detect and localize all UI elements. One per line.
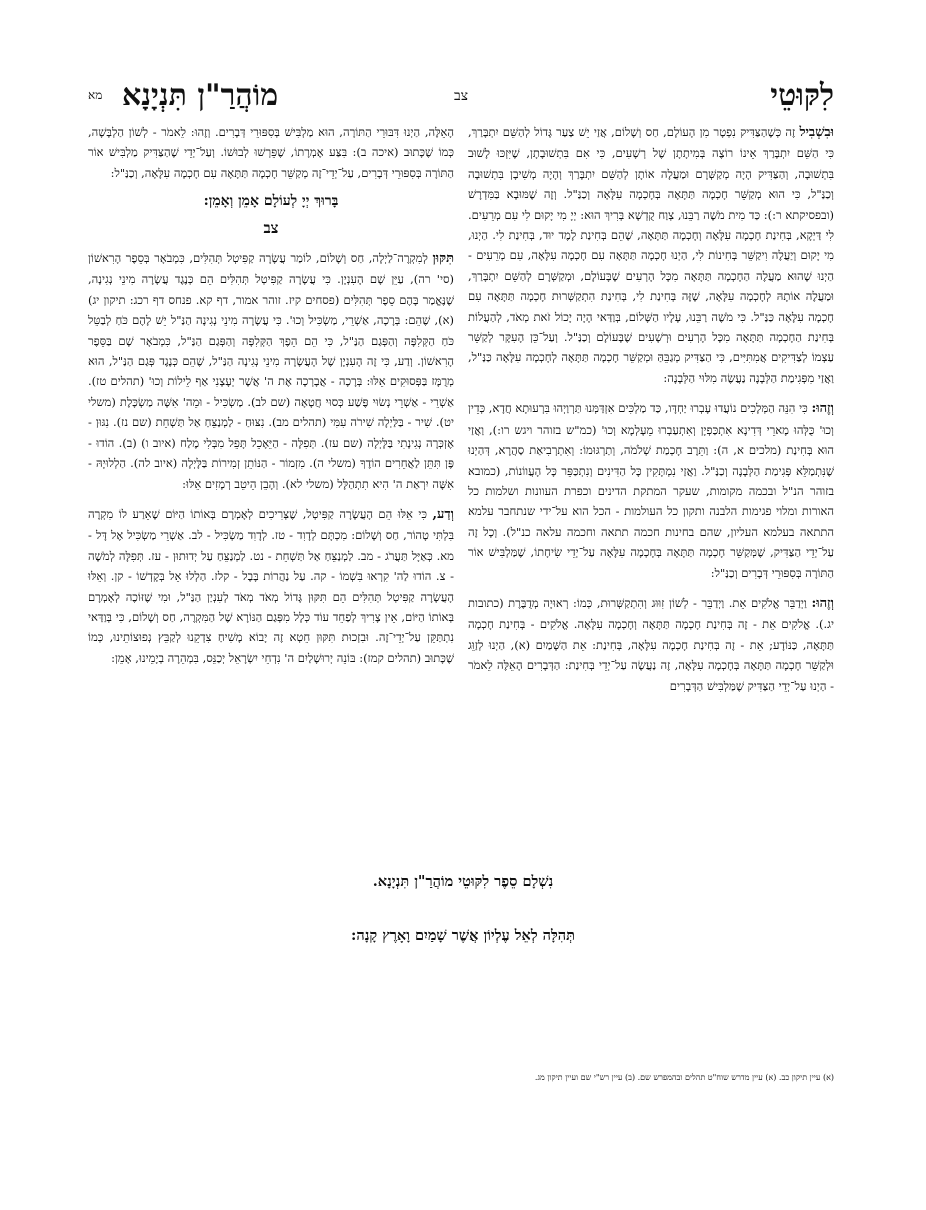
right-column: [468, 122, 834, 702]
paragraph-text: כִּי הִנֵּה הַמְּלָכִים נוֹעֲדוּ עָבְרוּ יַחְדָּו, כַּד מַלְכִּים אִזְדַּמְּנוּ תַּרְוַיְהוּ בִּרְעוּתָא חֲדָא, כְּדֵין וְכוּ' כֻּלְּהוּ מָארֵי דְּדִינָא אִתְכַּפְיָן וְאִתְעַבְרוּ מֵעָלְמָא וְכוּ' (כמ"ש בזוהר ויגש רו:), וַאֲזַי הוּא בְּחִינַת (מלכים א, ה): וַתֵּרֶב חָכְמַת שְׁלֹמֹה, וְתַרְגּוּמוֹ: וְאִתְרְבִיאַת סַהֲרָא, דְּהַיְנוּ שֶׁנִּתְמַלֵּא פְּגִימַת הַלְּבָנָה וְכַנַּ"ל. וַאֲזַי נִמְתָּקִין כָּל הַדִּינִים וְנִתְכַּפֵּר כָּל הָעֲווֹנוֹת, (כמובא בזוהר הנ"ל ובכמה מקומות, שעקר המתקת הדינים וכפרת העוונות ושלמות כל האורות ומלוי פגימות הלבנה ותקון כל העולמות - הכל הוא על־ידי שנתחבר עלמא התתאה בעלמא העליון, שהם בחינות חכמה תתאה וחכמה עלאה כנ"ל). וְכָל זֶה עַל־יְדֵי הַצַּדִּיק, שֶׁמְּקַשֵּׁר חָכְמָה תַּתָּאָה בְּחָכְמָה עִלָּאָה עַל־יְדֵי שִׂיחָתוֹ, שֶׁמַּלְבִּישׁ אוֹר הַתּוֹרָה בְּסִפּוּרֵי דְּבָרִים וְכַנַּ"ל:: [468, 401, 834, 580]
header-siman: צב: [453, 88, 469, 104]
section-title: צב: [263, 218, 279, 237]
paragraph-text: זֶה כְּשֶׁהַצַּדִּיק נִפְטָר מִן הָעוֹלָם, חַס וְשָׁלוֹם, אֲזַי יֵשׁ צַעַר גָּדוֹל לְהַשֵּׁם יִתְבָּרַךְ, כִּי הַשֵּׁם יִתְבָּרַךְ אֵינוֹ רוֹצֶה בְּמִיתָתָן שֶׁל רְשָׁעִים, כִּי אִם בִּתְשׁוּבָתָן, שֶׁיִּזְכּוּ לָשׁוּב בִּתְשׁוּבָה, וְהַצַּדִּיק הָיָה מְקַשְּׁרָם וּמַעֲלָה אוֹתָן לְהַשֵּׁם יִתְבָּרַךְ וְהָיָה מְשִׁיבָן בִּתְשׁוּבָה וְכַנַּ"ל, כִּי הוּא מְקַשֵּׁר חָכְמָה תַּתָּאָה בְּחָכְמָה עִלָּאָה וְכַנַּ"ל. וְזֶה שֶׁמּוּבָא בַּמִּדְרָשׁ (ובפסיקתא ר:): כַּד מִית מֹשֶׁה רַבֵּנוּ, צְוַח קֻדְשָׁא בְּרִיךְ הוּא: יְיָ מִי יָקוּם לִי עִם מְרֵעִים. לִי דַּיְקָא, בְּחִינַת חָכְמָה עִלָּאָה וְחָכְמָה תַּתָּאָה, שֶׁהֵם בְּחִינַת לָמֶד יוּד, בְּחִינַת לִי. הַיְנוּ, מִי יָקוּם וְיַעֲלֶה וִיקַשֵּׁר בְּחִינוֹת לִי, הַיְנוּ חָכְמָה תַּתָּאָה עִם חָכְמָה עִלָּאָה, עִם מְרֵעִים - הַיְנוּ שֶׁהוּא מַעֲלֶה הַחָכְמָה תַּתָּאָה מִכָּל הָרְעִים שֶׁבָּעוֹלָם, וּמְקַשְּׁרָם לְהַשֵּׁם יִתְבָּרַךְ, וּמַעֲלֶה אוֹתָהּ לְחָכְמָה עִלָּאָה, שֶׁזֶּה בְּחִינַת לִי, בְּחִינַת הִתְקַשְּׁרוּת חָכְמָה תַּתָּאָה עִם חָכְמָה עִלָּאָה כַּנַּ"ל. כִּי מֹשֶׁה רַבֵּנוּ, עָלָיו הַשָּׁלוֹם, בְּוַדַּאי הָיָה יָכוֹל זֹאת מְאֹד, לְהַעֲלוֹת בְּחִינַת הַחָכְמָה תַּתָּאָה מִכָּל הָרְעִים וּרְשָׁעִים שֶׁבָּעוֹלָם וְכַנַּ"ל. וְעַל־כֵּן הָעִקָּר לְקַשֵּׁר עַצְמוֹ לְצַדִּיקִים אֲמִתִּיִּים, כִּי הַצַּדִּיק מְגַבֵּהַּ וּמְקַשֵּׁר חָכְמָה תַּתָּאָה לְחָכְמָה עִלָּאָה כַּנַּ"ל, וַאֲזַי מִפְּגִימַת הַלְּבָנָה נַעֲשֶׂה מִלּוּי הַלְּבָנָה:: [468, 125, 834, 385]
praise-line: תְּהִלָּה לְאֵל עֶלְיוֹן אֲשֶׁר שָׁמַיִם וָאָרֶץ קָנָה:: [351, 927, 575, 944]
paragraph-lead: וּבִשְׁבִיל: [799, 125, 834, 140]
book-completion-line: נִשְׁלָם סֵפֶר לִקּוּטֵי מוֹהֲרַ"ן תִּנְיָנָא.: [372, 873, 554, 890]
left-column: [88, 122, 454, 674]
header-title-left: מוֹהֲרַ"ן תִּנְיָנָא: [122, 78, 279, 113]
paragraph: [88, 504, 454, 668]
paragraph-text: וַיְדַבֵּר אֱלֹקִים אֵת. וַיְדַבֵּר - לְשׁוֹן זִוּוּג וְהִתְקַשְּׁרוּת, כְּמוֹ: רְאוּיָה מְדֻבֶּרֶת (כתובות יג.). אֱלֹקִים אֵת - זֶה בְּחִינַת חָכְמָה תַּתָּאָה וְחָכְמָה עִלָּאָה. אֱלֹקִים - בְּחִינַת חָכְמָה תַּתָּאָה, כַּנּוֹדָע; אֵת - זֶה בְּחִינַת חָכְמָה עִלָּאָה, בְּחִינַת: אֵת הַשָּׁמַיִם (א), הַיְנוּ לְזַוֵּג וּלְקַשֵּׁר חָכְמָה תַּתָּאָה בְּחָכְמָה עִלָּאָה, זֶה נַעֲשֶׂה עַל־יְדֵי בְּחִינַת: הַדְּבָרִים הָאֵלֶּה לֵאמֹר - הַיְנוּ עַל־יְדֵי הַצַּדִּיק שֶׁמַּלְבִּישׁ הַדְּבָרִים: [468, 595, 834, 693]
paragraph: [88, 122, 454, 183]
paragraph-lead: וְדַע,: [432, 506, 454, 522]
paragraph-lead: וְזֶהוּ:: [811, 401, 834, 417]
paragraph-text: הָאֵלֶּה, הַיְנוּ דִּבּוּרֵי הַתּוֹרָה, הוּא מַלְבִּישׁ בְּסִפּוּרֵי דְּבָרִים. וְזֶהוּ: לֵאמֹר - לְשׁוֹן הַלְבָּשָׁה, כְּמוֹ שֶׁכָּתוּב (איכה ב): בִּצַּע אֶמְרָתוֹ, שֶׁפֵּרְשׁוּ לְבוּשׁוֹ. וְעַל־יְדֵי שֶׁהַצַּדִּיק מַלְבִּישׁ אוֹר הַתּוֹרָה בְּסִפּוּרֵי דְּבָרִים, עַל־יְדֵי־זֶה מְקַשֵּׁר חָכְמָה תַּתָּאָה עִם חָכְמָה עִלָּאָה, וְכַנַּ"ל:: [88, 125, 454, 180]
paragraph-text: כִּי אֵלּוּ הֵם הָעֲשָׂרָה קַפִּיטְל, שֶׁצְּרִיכִים לְאָמְרָם בְּאוֹתוֹ הַיּוֹם שֶׁאֵרַע לוֹ מִקְרֶה בִּלְתִּי טָהוֹר, חַס וְשָׁלוֹם: מִכְתָּם לְדָוִד - טז. לְדָוִד מַשְׂכִּיל - לב. אַשְׁרֵי מַשְׂכִּיל אֶל דָּל - מא. כְּאַיָּל תַּעֲרֹג - מב. לַמְנַצֵּחַ אַל תַּשְׁחֵת - נט. לַמְנַצֵּחַ עַל יְדוּתוּן - עז. תְּפִלָּה לְמֹשֶׁה - צ. הוֹדוּ לַה' קִרְאוּ בִּשְׁמוֹ - קה. עַל נַהֲרוֹת בָּבֶל - קלז. הַלְלוּ אֵל בְּקָדְשׁוֹ - קן. וְאֵלּוּ הָעֲשָׂרָה קַפִּיטְל תְּהִלִּים הֵם תִּקּוּן גָּדוֹל מְאֹד מְאֹד לְעִנְיַן הַנַּ"ל, וּמִי שֶׁזּוֹכֶה לְאָמְרָם בְּאוֹתוֹ הַיּוֹם, אֵין צָרִיךְ לְפַחֵד עוֹד כְּלָל מִפְּגַם הַנּוֹרָא שֶׁל הַמִּקְרֶה, חַס וְשָׁלוֹם, כִּי בְּוַדַּאי נִתְתַּקֵּן עַל־יְדֵי־זֶה. וּבִזְכוּת תִּקּוּן חֵטְא זֶה יָבוֹא מָשִׁיחַ צִדְקֵנוּ לְקַבֵּץ נְפוּצוֹתֵינוּ, כְּמוֹ שֶׁכָּתוּב (תהלים קמז): בּוֹנֵה יְרוּשָׁלַיִם ה' נִדְחֵי יִשְׂרָאֵל יְכַנֵּס, בִּמְהֵרָה בְיָמֵינוּ, אָמֵן:: [88, 506, 454, 665]
header-title-right: לִקּוּטֵי: [770, 78, 834, 113]
paragraph: [468, 593, 834, 696]
closing-blessing: בָּרוּךְ יְיָ לְעוֹלָם אָמֵן וְאָמֵן:: [203, 193, 339, 210]
footnotes: (א) עיין תיקון כב. (א) עיין מדרש שוח"ט תהלים ובהמפרש שם. (ב) עיין רש"י שם ועיין תיקון מג.: [534, 1073, 834, 1082]
paragraph: [88, 248, 454, 494]
paragraph-lead: תִּקּוּן: [432, 251, 454, 267]
paragraph-text: לְמִקְרֶה־לַיְלָה, חַס וְשָׁלוֹם, לוֹמַר עֲשָׂרָה קַפִּיטְל תְּהִלִּים, כִּמְבֹאָר בְּסֵפֶר הָרִאשׁוֹן (סי' רה), עַיֵּן שָׁם הָעִנְיָן. כִּי עֲשָׂרָה קַפִּיטְל תְּהִלִּים הֵם כְּנֶגֶד עֲשָׂרָה מִינֵי נְגִינָה, שֶׁנֶּאֱמַר בָּהֶם סֵפֶר תְּהִלִּים (פסחים קיז. זוהר אמור, דף קא. פנחס דף רכג: תיקון יג) (א), שֶׁהֵם: בְּרָכָה, אַשְׁרֵי, מַשְׂכִּיל וְכוּ'. כִּי עֲשָׂרָה מִינֵי נְגִינָה הַנַּ"ל יֵשׁ לָהֶם כֹּחַ לְבַטֵּל כֹּחַ הַקְּלִפָּה וְהַפְּגַם הַנַּ"ל, כִּי הֵם הֵפֶךְ הַקְּלִפָּה וְהַפְּגַם הַנַּ"ל, כִּמְבֹאָר שָׁם בַּסֵּפֶר הָרִאשׁוֹן. וְדַע, כִּי זֶה הָעִנְיָן שֶׁל הָעֲשָׂרָה מִינֵי נְגִינָה הַנַּ"ל, שֶׁהֵם כְּנֶגֶד פְּגַם הַנַּ"ל, הוּא מְרֻמָּז בַּפְּסוּקִים אֵלּוּ: בְּרָכָה - אֲבָרְכָה אֶת ה' אֲשֶׁר יְעָצָנִי אַף לֵילוֹת וְכוּ' (תהלים טז). אַשְׁרֵי - אַשְׁרֵי נְשׂוּי פֶּשַׁע כְּסוּי חֲטָאָה (שם לב). מַשְׂכִּיל - וּמֵה' אִשָּׁה מַשְׂכָּלֶת (משלי יט). שִׁיר - בַּלַּיְלָה שִׁירֹה עִמִּי (תהלים מב). נִצּוּחַ - לַמְנַצֵּחַ אַל תַּשְׁחֵת (שם נז). נִגּוּן - אֶזְכְּרָה נְגִינָתִי בַּלָּיְלָה (שם עז). תְּפִלָּה - הַיֵּאָכֵל תָּפֵל מִבְּלִי מֶלַח (איוב ו) (ב). הוֹדוּ - פֶּן תִּתֵּן לַאֲחֵרִים הוֹדֶךָ (משלי ה). מִזְמוֹר - הַנּוֹתֵן זְמִירוֹת בַּלָּיְלָה (איוב לה). הַלְלוּיָהּ - אִשָּׁה יִרְאַת ה' הִיא תִתְהַלָּל (משלי לא). וְהָבֵן הֵיטֵב רְמָזִים אֵלּוּ:: [88, 251, 454, 491]
paragraph-lead: וְזֶהוּ:: [811, 595, 834, 611]
paragraph: [468, 122, 834, 388]
paragraph: [468, 398, 834, 583]
page-header: [88, 78, 834, 118]
page-number: מא: [88, 88, 103, 102]
